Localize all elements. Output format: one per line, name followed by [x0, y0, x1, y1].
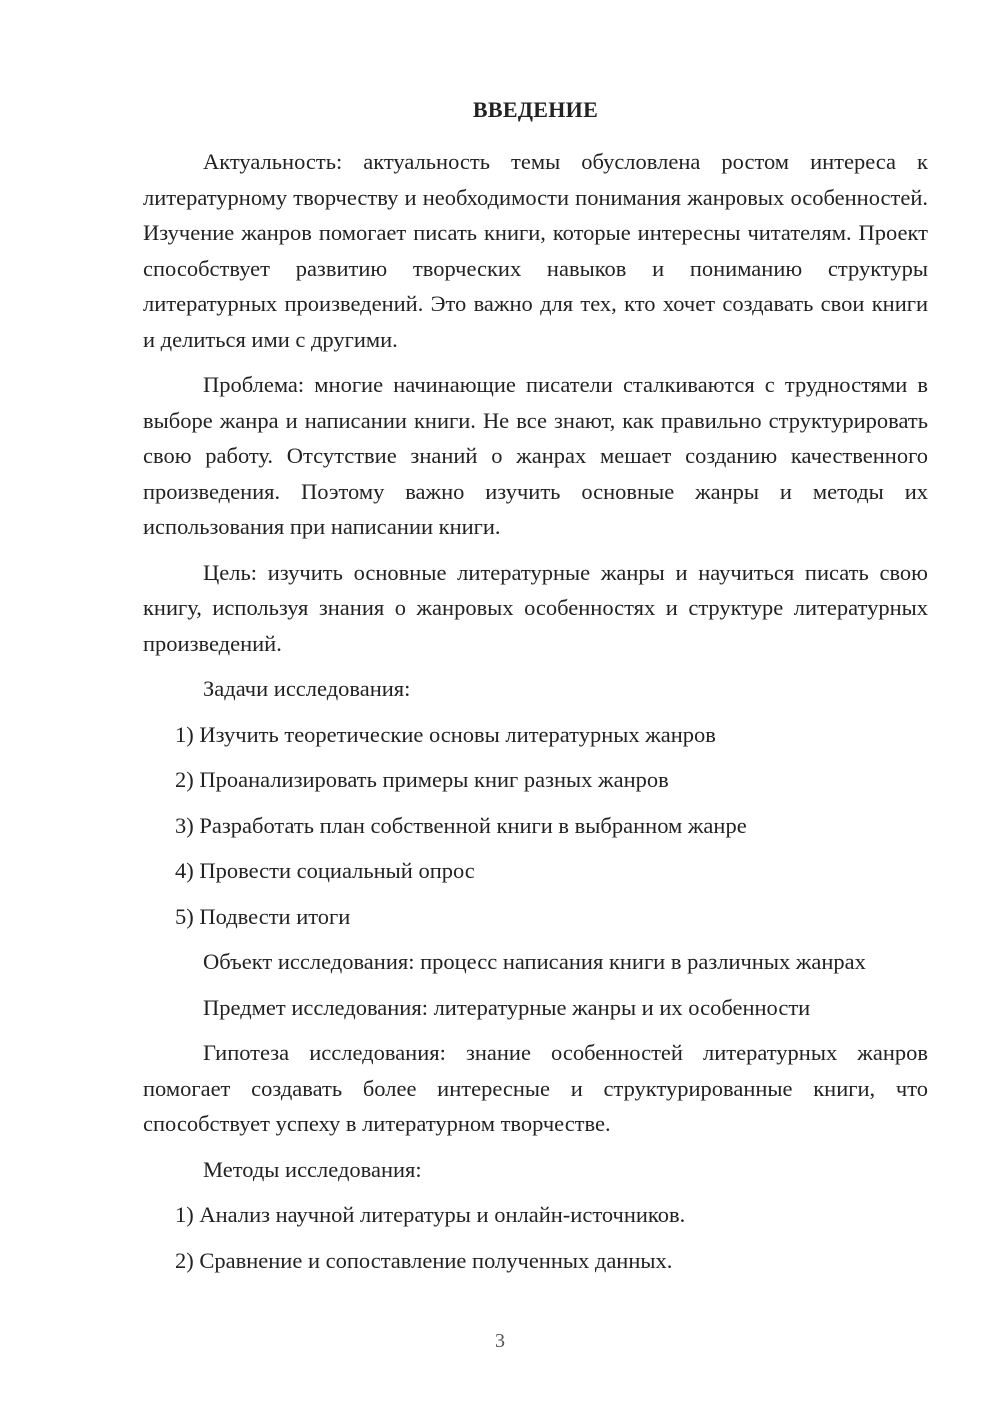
tasks-heading: Задачи исследования: — [203, 676, 411, 701]
list-item: 4) Провести социальный опрос — [175, 858, 475, 883]
goal-paragraph: Цель: изучить основные литературные жанры и научиться писать свою книгу, используя знания о жанровых особенностях и структуре литературных произведений. — [143, 559, 928, 656]
relevance-paragraph: Актуальность: актуальность темы обусловлена ростом интереса к литературному творчеству и необходимости понимания жанровых особенностей. Изучение жанров помогает писать книги, которые интересны читателям. Проект способствует развитию творческих навыков и пониманию структуры литературных произведений. Это важно для тех, кто хочет создавать свои книги и делиться ими с другими. — [143, 149, 928, 352]
list-item: 2) Проанализировать примеры книг разных жанров — [175, 767, 669, 792]
methods-list — [143, 1197, 928, 1278]
page-number: 3 — [495, 1330, 505, 1352]
list-item: 3) Разработать план собственной книги в выбранном жанре — [175, 812, 747, 838]
list-item: 5) Подвести итоги — [175, 903, 351, 929]
list-item: 2) Сравнение и сопоставление полученных данных. — [175, 1247, 673, 1273]
list-item: 1) Изучить теоретические основы литературных жанров — [175, 721, 716, 747]
hypothesis-paragraph: Гипотеза исследования: знание особенностей литературных жанров помогает создавать более интересные и структурированные книги, что способствует успеху в литературном творчестве. — [143, 1040, 928, 1136]
document-page — [143, 94, 928, 1288]
tasks-list — [143, 717, 928, 935]
section-title: ВВЕДЕНИЕ — [472, 97, 599, 122]
object-paragraph: Объект исследования: процесс написания книги в различных жанрах — [203, 949, 866, 974]
methods-heading: Методы исследования: — [203, 1156, 422, 1182]
subject-paragraph: Предмет исследования: литературные жанры и их особенности — [203, 994, 811, 1020]
problem-paragraph: Проблема: многие начинающие писатели сталкиваются с трудностями в выборе жанра и написании книги. Не все знают, как правильно структурировать свою работу. Отсутствие знаний о жанрах мешает созданию качественного произведения. Поэтому важно изучить основные жанры и методы их использования при написании книги. — [143, 372, 928, 539]
list-item: 1) Анализ научной литературы и онлайн-источников. — [175, 1202, 686, 1227]
